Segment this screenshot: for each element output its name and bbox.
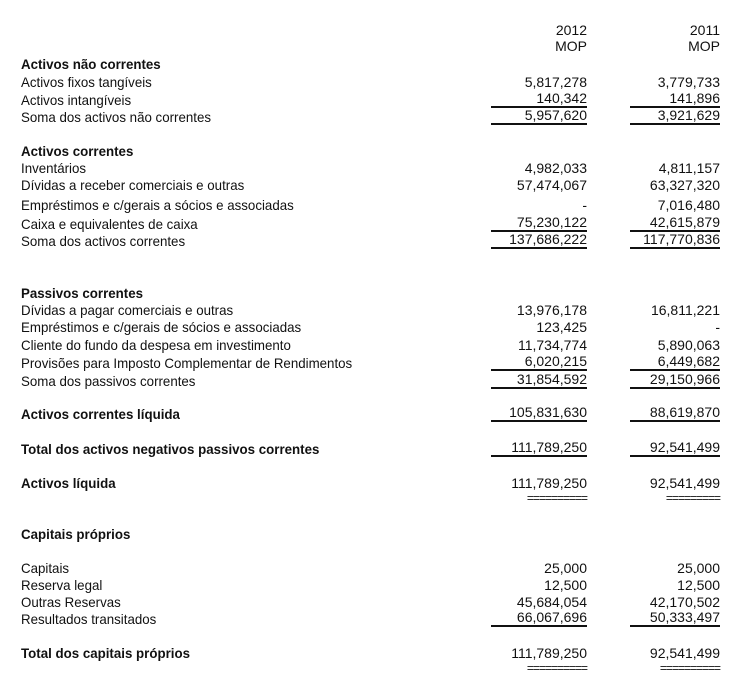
table-row [0, 284, 739, 302]
row-label: Soma dos activos correntes [21, 233, 186, 249]
year-2011: 2011 [689, 22, 720, 38]
table-row [0, 73, 739, 91]
amount-2011: 88,619,870 [630, 405, 720, 422]
table-row [0, 354, 739, 372]
section-heading: Passivos correntes [21, 285, 143, 301]
currency-2012: MOP [555, 38, 587, 54]
amount-2011: 117,770,836 [630, 232, 720, 249]
amount-2011: 6,449,682 [630, 354, 720, 371]
amount-2011: 25,000 [677, 560, 720, 576]
table-row [0, 405, 739, 423]
table-row [0, 215, 739, 233]
amount-2011: 141,896 [630, 91, 720, 108]
section-heading: Activos líquida [21, 475, 116, 491]
table-row [0, 610, 739, 628]
amount-2012: 105,831,630 [491, 405, 587, 422]
table-row [0, 493, 739, 511]
amount-2012: 12,500 [544, 577, 587, 593]
row-label: Activos fixos tangíveis [21, 74, 152, 90]
double-rule: ========= [665, 491, 720, 505]
row-label: Soma dos passivos correntes [21, 373, 196, 389]
section-heading: Total dos activos negativos passivos correntes [21, 441, 320, 457]
table-row [0, 372, 739, 390]
row-label: Capitais [21, 560, 70, 576]
table-row [0, 474, 739, 492]
amount-2011: 50,333,497 [630, 610, 720, 627]
table-row [0, 576, 739, 594]
amount-2011: 42,170,502 [649, 594, 720, 610]
row-label: Dívidas a receber comerciais e outras [21, 177, 245, 193]
row-label: Reserva legal [21, 577, 103, 593]
amount-2012: 45,684,054 [516, 594, 587, 610]
amount-2012: 111,789,250 [511, 645, 587, 661]
table-row [0, 55, 739, 73]
table-row [0, 525, 739, 543]
row-label: Cliente do fundo da despesa em investimento [21, 337, 291, 353]
amount-2011: 63,327,320 [649, 177, 720, 193]
table-row [0, 176, 739, 194]
amount-2012: - [582, 197, 587, 213]
row-label: Outras Reservas [21, 594, 121, 610]
table-row [0, 559, 739, 577]
table-row [0, 91, 739, 109]
amount-2012: 75,230,122 [491, 215, 587, 232]
row-label: Resultados transitados [21, 611, 157, 627]
amount-2012: 111,789,250 [511, 475, 587, 491]
amount-2012: 123,425 [536, 319, 587, 335]
amount-2011: 92,541,499 [649, 645, 720, 661]
row-label: Dívidas a pagar comerciais e outras [21, 302, 234, 318]
amount-2012: 4,982,033 [524, 160, 587, 176]
row-label: Provisões para Imposto Complementar de Rendimentos [21, 355, 353, 371]
amount-2012: 57,474,067 [516, 177, 587, 193]
amount-2012: 13,976,178 [516, 302, 587, 318]
table-row [0, 196, 739, 214]
amount-2012: 5,817,278 [524, 74, 587, 90]
amount-2012: 111,789,250 [491, 440, 587, 457]
amount-2012: 25,000 [544, 560, 587, 576]
table-row [0, 644, 739, 662]
table-row [0, 663, 739, 681]
table-row [0, 440, 739, 458]
table-row [0, 301, 739, 319]
row-label: Caixa e equivalentes de caixa [21, 216, 198, 232]
amount-2012: 137,686,222 [491, 232, 587, 249]
section-heading: Activos correntes [21, 143, 134, 159]
amount-2012: 11,734,774 [517, 337, 587, 353]
amount-2012: 5,957,620 [491, 108, 587, 125]
amount-2011: 12,500 [677, 577, 720, 593]
amount-2011: 3,779,733 [657, 74, 720, 90]
table-row [0, 108, 739, 126]
section-heading: Activos não correntes [21, 56, 161, 72]
amount-2011: 5,890,063 [657, 337, 720, 353]
amount-2012: 140,342 [491, 91, 587, 108]
amount-2011: 92,541,499 [630, 440, 720, 457]
section-heading: Total dos capitais próprios [21, 645, 190, 661]
currency-2011: MOP [688, 38, 720, 54]
row-label: Activos intangíveis [21, 92, 132, 108]
row-label: Soma dos activos não correntes [21, 109, 211, 125]
table-row [0, 593, 739, 611]
amount-2011: 3,921,629 [630, 108, 720, 125]
amount-2011: 42,615,879 [630, 215, 720, 232]
amount-2012: 31,854,592 [491, 372, 587, 389]
year-2012: 2012 [555, 22, 587, 38]
row-label: Empréstimos e c/gerais de sócios e associadas [21, 319, 302, 335]
amount-2012: 6,020,215 [491, 354, 587, 371]
table-row [0, 159, 739, 177]
amount-2011: - [715, 319, 720, 335]
double-rule: ========== [526, 661, 587, 675]
table-row [0, 336, 739, 354]
table-row [0, 318, 739, 336]
amount-2011: 29,150,966 [630, 372, 720, 389]
amount-2011: 16,811,221 [650, 302, 720, 318]
section-heading: Activos correntes líquida [21, 406, 180, 422]
amount-2011: 7,016,480 [657, 197, 720, 213]
row-label: Empréstimos e c/gerais a sócios e associadas [21, 197, 294, 213]
row-label: Inventários [21, 160, 87, 176]
currency-header-row [0, 37, 739, 55]
section-heading: Capitais próprios [21, 526, 131, 542]
double-rule: ========== [526, 491, 587, 505]
double-rule: ========== [659, 661, 720, 675]
table-row [0, 142, 739, 160]
amount-2011: 4,811,157 [658, 160, 720, 176]
amount-2012: 66,067,696 [491, 610, 587, 627]
table-row [0, 232, 739, 250]
amount-2011: 92,541,499 [649, 475, 720, 491]
